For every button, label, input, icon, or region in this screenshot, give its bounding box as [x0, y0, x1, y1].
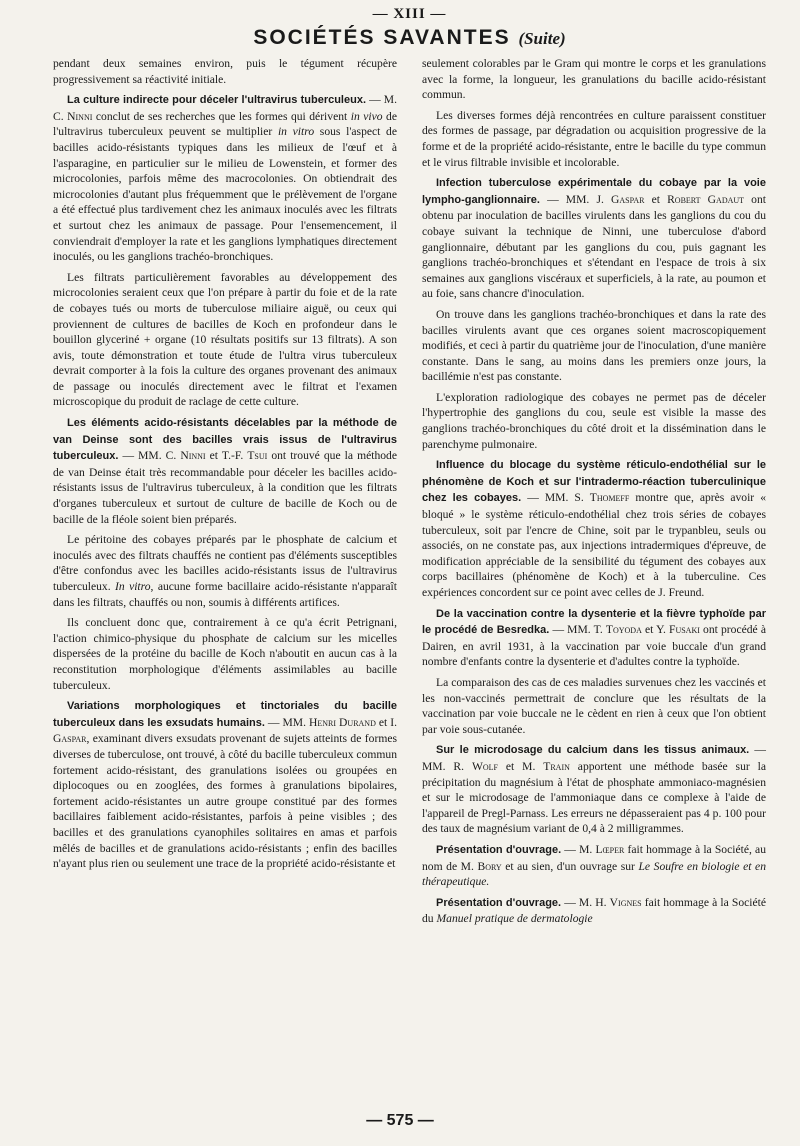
text-run: et [644, 192, 668, 206]
author-name: Gaspar [611, 192, 645, 206]
folio: — XIII — [372, 6, 447, 22]
paragraph [422, 842, 766, 890]
book-title: Le Soufre en biologie et en thérapeutique. [422, 859, 766, 889]
text-columns [53, 56, 766, 932]
text-run: sous l'aspect de bacilles acido-résistants typiques dans les milieux de l'œuf et à l'asparagine, en particulier sur le milieu de Lowenstein, et former des microcolonies, parfois même des macrocolonies. On obtiendrait des microcolonies d'autant plus fréquemment que le prélèvement de l'organe a été effectué plus tardivement chez les animaux inoculés avec les filtrats et surtout chez les animaux de passage. Pour l'ensemencement, il conviendrait d'employer la rate et les ganglions lymphatiques directement inoculés, ou les ganglions trachéo-bronchiques. [53, 125, 397, 264]
text-run: — MM. J. [539, 192, 611, 206]
paragraph-title: Présentation d'ouvrage. [436, 843, 562, 856]
italic-term: In vitro [115, 580, 151, 593]
italic-term: in vitro [277, 125, 315, 139]
text-run: , aucune forme bacillaire acido-résistante n'apparaît dans les filtrats, chauffés ou non, soumis à différents artifices. [53, 580, 397, 609]
paragraph-title: Présentation d'ouvrage. [436, 896, 562, 909]
author-name: Henri Durand [309, 715, 376, 729]
paragraph-title: Infection tuberculose expérimentale du cobaye par la voie lympho-ganglionnaire. [422, 177, 766, 206]
left-column [53, 56, 397, 932]
text-run: de l'ultravirus tuberculeux peuvent se multiplier [53, 109, 397, 139]
paragraph-title: De la vaccination contre la dysenterie et la fièvre typhoïde par le procédé de Besredka. [422, 607, 766, 637]
text-run: — M. [561, 842, 596, 856]
text-run: ont procédé à Dairen, en avril 1931, à la vaccination par voie buccale d'un grand nombre d'enfants contre la dysenterie et d'adultes contre la typhoïde. [422, 623, 766, 669]
author-name: Tsui [247, 449, 268, 463]
text-run: fait hommage à la Société, au nom de M. [422, 842, 766, 873]
text-run: — MM. R. [422, 743, 766, 773]
paragraph: On trouve dans les ganglions trachéo-bronchiques et dans la rate des bacilles virulents avant que ces organes soient macroscopiquement modifiés, et ceci à partir du quatrième jour de l'inoculation, d'une manière constante. Dans le sang, au moins dans les premiers onze jours, la bacillémie n'est pas constante. [422, 307, 766, 384]
author-name: Wolf [471, 759, 498, 773]
author-name: Train [543, 759, 570, 773]
paragraph: La comparaison des cas de ces maladies survenues chez les vaccinés et les non-vaccinés permettrait de conclure que les résultats de la vaccination par voie buccale ne le cèdent en rien à ceux que l'on obtient par voie sous-cutanée. [422, 675, 766, 736]
text-run: et M. [498, 759, 544, 773]
author-name: Gaspar [53, 732, 87, 746]
paragraph [422, 606, 766, 670]
paragraph-title: Variations morphologiques et tinctoriales du bacille tuberculeux dans les exsudats humains. [53, 700, 397, 729]
paragraph-title: La culture indirecte pour déceler l'ultravirus tuberculeux. [67, 94, 367, 107]
section-heading [53, 24, 766, 52]
paragraph: Les diverses formes déjà rencontrées en culture paraissent constituer des formes de passage, par dégradation ou acquisition progressive de la forme et de la propriété acido-résistante, entre le bacille du type commun et le virus filtrable invisible et incolorable. [422, 108, 766, 169]
paragraph: L'exploration radiologique des cobayes ne permet pas de déceler l'hypertrophie des ganglions du cou, seule est visible la masse des ganglions trachéo-bronchiques du côté droit et la dissémination dans le parenchyme pulmonaire. [422, 390, 766, 451]
text-run: et Y. [641, 623, 669, 637]
text-run: apportent une méthode basée sur la précipitation du magnésium à l'état de phosphate ammoniaco-magnésien et sur le microdosage de l'ammoniaque dans ce complexe à l'aide de l'appareil de Pregl-Parnass. Les erreurs ne dépasseraient pas 4 p. 100 pour des taux de magnésium variant de 0,4 à 2 milligrammes. [422, 759, 766, 836]
author-name: Toyoda [605, 623, 642, 637]
text-run: fait hommage à la Société du [422, 895, 766, 926]
right-column [422, 56, 766, 932]
text-run: — MM. T. [549, 623, 606, 637]
paragraph [53, 698, 397, 872]
author-name: Ninni [180, 449, 206, 463]
text-run: ont obtenu par inoculation de bacilles virulents dans les ganglions du cou du cobaye suivant la technique de Ninni, une tuberculose d'abord ganglionnaire, débutant par les ganglions du cou, puis gagnant les ganglions trachéo-bronchiques et s'étendant en l'espace de trois à six semaines aux ganglions viscéraux et superficiels, à la rate, au poumon et au foie, sans chancre d'inoculation. [422, 192, 766, 301]
text-run: conclut de ses recherches que les formes qui dérivent [92, 109, 351, 123]
author-name: Lœper [595, 842, 625, 856]
author-name: Ninni [67, 109, 93, 123]
text-run: ont trouvé que la méthode de van Deinse était très recommandable pour déceler les bacilles acido-résistants issus de l'ultravirus tuberculeux, à la condition que les filtrats d'organes tuberculeux et surtout de culture de bacille de Koch ou de bacille de la fléole soient bien préparés. [53, 449, 397, 526]
paragraph [422, 175, 766, 302]
text-run: — MM. [264, 715, 310, 729]
author-name: Bory [477, 859, 502, 873]
text-run: — M. C. [53, 93, 397, 123]
text-run: et T.-F. [205, 449, 248, 463]
text-run: , examinant divers exsudats provenant de sujets atteints de formes diverses de tuberculose, ont trouvé, à côté du bacille tuberculeux commun fortement acido-résistant, des granulations isolées ou groupées en diplocoques ou en zooglées, des formes à granulations bipolaires, fortement acido-résistantes un autre groupe constitué par des formes bacillaires faiblement acido-résistantes, parfois à peine visibles ; des bacilles et des granulations cyanophiles solitaires en amas et parfois mêlés de bacilles et de granulations acido-résistants ; enfin des bacilles n'ayant plus rien ou seulement une trace de la propriété acido-résistante et [53, 732, 397, 871]
text-run: — MM. S. [521, 491, 590, 505]
italic-term: in vivo [350, 109, 383, 123]
section-title: SOCIÉTÉS SAVANTES [253, 26, 511, 49]
paragraph [422, 742, 766, 837]
paragraph [53, 415, 397, 527]
paragraph: Les filtrats particulièrement favorables au développement des microcolonies seraient ceux que l'on prépare à partir du foie et de la rate de cobayes tués ou morts de tuberculose miliaire aiguë, ou ceux qui proviennent de cultures de bacilles de Koch en profondeur dans le bouillon glyceriné + organe (10 résultats positifs sur 13 filtrats). A son avis, toute démonstration et toute étude de l'ultra virus tuberculeux devrait comporter à la fois la culture des organes provenant des animaux de passage ou inoculés directement avec le filtrat et l'examen microscopique du produit de raclage de cette culture. [53, 270, 397, 409]
paragraph [422, 895, 766, 927]
paragraph-title: Influence du blocage du système réticulo-endothélial sur le phénomène de Koch et sur l'intradermo-réaction tuberculinique chez les cobayes. [422, 459, 766, 505]
text-run: montre que, après avoir « bloqué » le système réticulo-endothélial chez trois séries de cobayes tuberculeux, soit par l'encre de Chine, soit par le trypanbleu, seuls ou associés, on ne constate pas, aux injections intradermiques d'épreuve, de modification appréciable de la sensibilité du tégument des cobayes aux corps bacillaires (phénomène de Koch) et à la tuberculine. Ces expériences concordent sur ce point avec celles de J. Freund. [422, 491, 766, 599]
section-suite: (Suite) [518, 29, 566, 48]
text-run: — M. H. [561, 895, 610, 909]
paragraph [53, 532, 397, 610]
paragraph-title: Sur le microdosage du calcium dans les tissus animaux. [436, 744, 750, 757]
text-run: — MM. C. [118, 449, 181, 463]
paragraph [422, 457, 766, 600]
author-name: Fusaki [669, 623, 700, 637]
paragraph: Ils concluent donc que, contrairement à ce qu'a écrit Petrignani, l'action chimico-physique du phosphate de calcium sur les micelles dispersées de la protéine du bacille de Koch n'aboutit en aucun cas à la reconstitution morphologique d'éléments assimilables au bacille tuberculeux. [53, 616, 397, 692]
paragraph-title: Les éléments acido-résistants décelables par la méthode de van Deinse sont des bacilles vrais issus de l'ultravirus tuberculeux. [53, 417, 397, 463]
author-name: Thomeff [589, 491, 630, 505]
author-name: Robert Gadaut [667, 192, 745, 206]
author-name: Vignes [609, 895, 642, 909]
text-run: Le péritoine des cobayes préparés par le phosphate de calcium et inoculés avec des filtrats chauffés ne contient pas d'éléments susceptibles d'être confondus avec les bacilles acido-résistants issus de l'ultravirus tuberculeux. [53, 533, 397, 593]
text-run: et I. [375, 715, 397, 729]
paragraph: seulement colorables par le Gram qui montre le corps et les granulations avec la forme, la longueur, les granulations du bacille acido-résistant commun. [422, 57, 766, 102]
book-title: Manuel pratique de dermatologie [436, 912, 593, 926]
paragraph: pendant deux semaines environ, puis le tégument récupère progressivement sa réactivité initiale. [53, 57, 397, 86]
text-run: et au sien, d'un ouvrage sur [501, 859, 639, 873]
paragraph [53, 92, 397, 265]
page-number: — 575 — [366, 1112, 434, 1129]
